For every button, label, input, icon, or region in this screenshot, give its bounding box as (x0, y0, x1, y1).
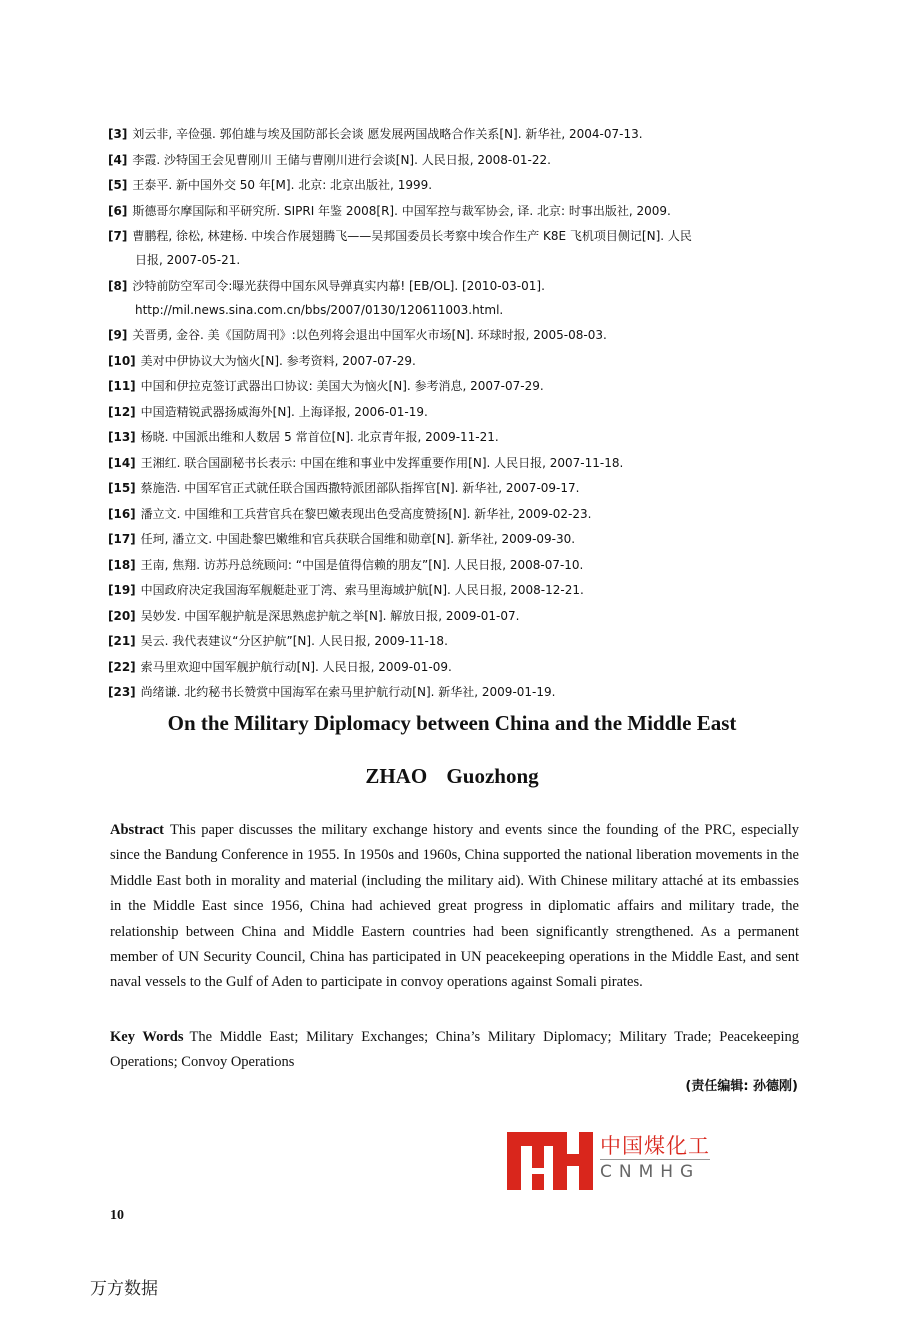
reference-number: [16] (108, 506, 136, 521)
reference-item (108, 684, 808, 700)
reference-text: 潘立文. 中国维和工兵营官兵在黎巴嫩表现出色受高度赞扬[N]. 新华社, 2009-02-23. (140, 506, 592, 521)
reference-text: 沙特前防空军司令:曝光获得中国东风导弹真实内幕! [EB/OL]. [2010-03-01]. (132, 278, 545, 293)
reference-number: [14] (108, 455, 136, 470)
reference-number: [12] (108, 404, 136, 419)
paper-title: On the Military Diplomacy between China and the Middle East (167, 711, 737, 735)
reference-continuation: http://mil.news.sina.com.cn/bbs/2007/0130/120611003.html. (135, 302, 504, 317)
reference-number: [18] (108, 557, 136, 572)
reference-number: [13] (108, 430, 136, 444)
reference-text: 王南, 焦翔. 访苏丹总统顾问: “中国是值得信赖的朋友”[N]. 人民日报, 2008-07-10. (140, 557, 584, 572)
abstract-text: This paper discusses the military exchange history and events since the founding of the PRC, especially since the Bandung Conference in 1955. In 1950s and 1960s, China supported the national liberation movements in the Middle East both in morality and material (including the military aid). With Chinese military attaché at its embassies in the Middle East since 1956, China had achieved great progress in diplomatic affairs and military trade, the relationship between China and Middle Eastern countries had been significantly strengthened. As a permanent member of UN Security Council, China has participated in UN peacekeeping operations in the Middle East, and sent naval vessels to the Gulf of Aden to participate in convoy operations against Somali pirates. (110, 822, 799, 991)
reference-number: [10] (108, 353, 136, 368)
reference-number: [3] (108, 127, 128, 141)
reference-item (108, 327, 808, 343)
reference-item (108, 152, 808, 168)
reference-text: 蔡施浩. 中国军官正式就任联合国西撒特派团部队指挥官[N]. 新华社, 2007-09-17. (140, 481, 580, 495)
reference-list (108, 126, 808, 710)
reference-number: [17] (108, 532, 136, 546)
reference-item (108, 429, 808, 445)
reference-text: 刘云非, 辛俭强. 郭伯雄与埃及国防部长会谈 愿发展两国战略合作关系[N]. 新华社, 2004-07-13. (132, 127, 643, 141)
page-number: 10 (110, 1208, 124, 1223)
reference-text: 尚绪谦. 北约秘书长赞赏中国海军在索马里护航行动[N]. 新华社, 2009-01-19. (140, 685, 556, 699)
reference-text: 中国政府决定我国海军舰艇赴亚丁湾、索马里海域护航[N]. 人民日报, 2008-12-21. (140, 583, 584, 597)
reference-item (108, 455, 808, 471)
reference-item (108, 506, 808, 522)
keywords (110, 1025, 799, 1076)
reference-number: [23] (108, 685, 136, 699)
reference-item (108, 126, 808, 142)
reference-number: [6] (108, 203, 128, 218)
reference-text: 中国造精锐武器扬威海外[N]. 上海译报, 2006-01-19. (140, 404, 428, 419)
reference-text: 任珂, 潘立文. 中国赴黎巴嫩维和官兵获联合国维和勋章[N]. 新华社, 2009-09-30. (140, 532, 576, 546)
reference-item (108, 480, 808, 496)
reference-text: 吴云. 我代表建议“分区护航”[N]. 人民日报, 2009-11-18. (140, 634, 448, 648)
reference-item (108, 608, 808, 624)
reference-item (108, 404, 808, 420)
reference-number: [20] (108, 608, 136, 623)
reference-number: [5] (108, 178, 128, 192)
reference-number: [9] (108, 328, 128, 342)
reference-text: 索马里欢迎中国军舰护航行动[N]. 人民日报, 2009-01-09. (140, 659, 452, 674)
reference-item (108, 659, 808, 675)
cnmhg-logo (505, 1128, 725, 1192)
reference-number: [7] (108, 229, 128, 243)
reference-number: [11] (108, 379, 136, 393)
reference-text: 李霞. 沙特国王会见曹刚川 王储与曹刚川进行会谈[N]. 人民日报, 2008-01-22. (132, 152, 551, 167)
reference-text: 王泰平. 新中国外交 50 年[M]. 北京: 北京出版社, 1999. (132, 178, 433, 192)
reference-number: [19] (108, 583, 136, 597)
logo-chinese-text: 中国煤化工 (600, 1134, 710, 1158)
cnmhg-logo-mark-icon (505, 1128, 595, 1192)
reference-text: 斯德哥尔摩国际和平研究所. SIPRI 年鉴 2008[R]. 中国军控与裁军协会, 译. 北京: 时事出版社, 2009. (132, 203, 671, 218)
reference-item (108, 557, 808, 573)
reference-number: [8] (108, 278, 128, 293)
reference-number: [21] (108, 634, 136, 648)
reference-item (108, 582, 808, 598)
reference-text: 王湘红. 联合国副秘书长表示: 中国在维和事业中发挥重要作用[N]. 人民日报, 2007-11-18. (140, 455, 624, 470)
reference-number: [22] (108, 659, 136, 674)
logo-divider (600, 1159, 710, 1160)
reference-item (108, 203, 808, 219)
reference-item (108, 531, 808, 547)
reference-item (108, 177, 808, 193)
abstract (110, 818, 799, 996)
reference-item (108, 353, 808, 369)
reference-text: 杨晓. 中国派出维和人数居 5 常首位[N]. 北京青年报, 2009-11-21. (140, 430, 499, 444)
reference-text: 中国和伊拉克签订武器出口协议: 美国大为恼火[N]. 参考消息, 2007-07-29. (140, 379, 544, 393)
logo-english-text: CNMHG (600, 1162, 701, 1182)
reference-number: [4] (108, 152, 128, 167)
watermark-text: 万方数据 (90, 1279, 158, 1299)
reference-text: 曹鹏程, 徐松, 林建杨. 中埃合作展翅腾飞——吴邦国委员长考察中埃合作生产 K8E 飞机项目侧记[N]. 人民 (132, 229, 692, 243)
reference-number: [15] (108, 481, 136, 495)
reference-text: 关晋勇, 金谷. 美《国防周刊》:以色列将会退出中国军火市场[N]. 环球时报, 2005-08-03. (132, 328, 607, 342)
reference-item (108, 378, 808, 394)
keywords-label: Key Words (110, 1029, 184, 1045)
reference-continuation: 日报, 2007-05-21. (135, 253, 241, 267)
keywords-text: The Middle East; Military Exchanges; China’s Military Diplomacy; Military Trade; Peacekeeping Operations; Convoy Operations (110, 1029, 800, 1071)
abstract-label: Abstract (110, 822, 164, 838)
reference-item (108, 633, 808, 649)
author-name: ZHAO Guozhong (365, 764, 539, 788)
reference-text: 吴妙发. 中国军舰护航是深思熟虑护航之举[N]. 解放日报, 2009-01-07. (140, 608, 520, 623)
reference-item (108, 228, 808, 268)
editor-note: (责任编辑: 孙德刚) (685, 1079, 798, 1094)
reference-text: 美对中伊协议大为恼火[N]. 参考资料, 2007-07-29. (140, 353, 416, 368)
reference-item (108, 278, 808, 318)
